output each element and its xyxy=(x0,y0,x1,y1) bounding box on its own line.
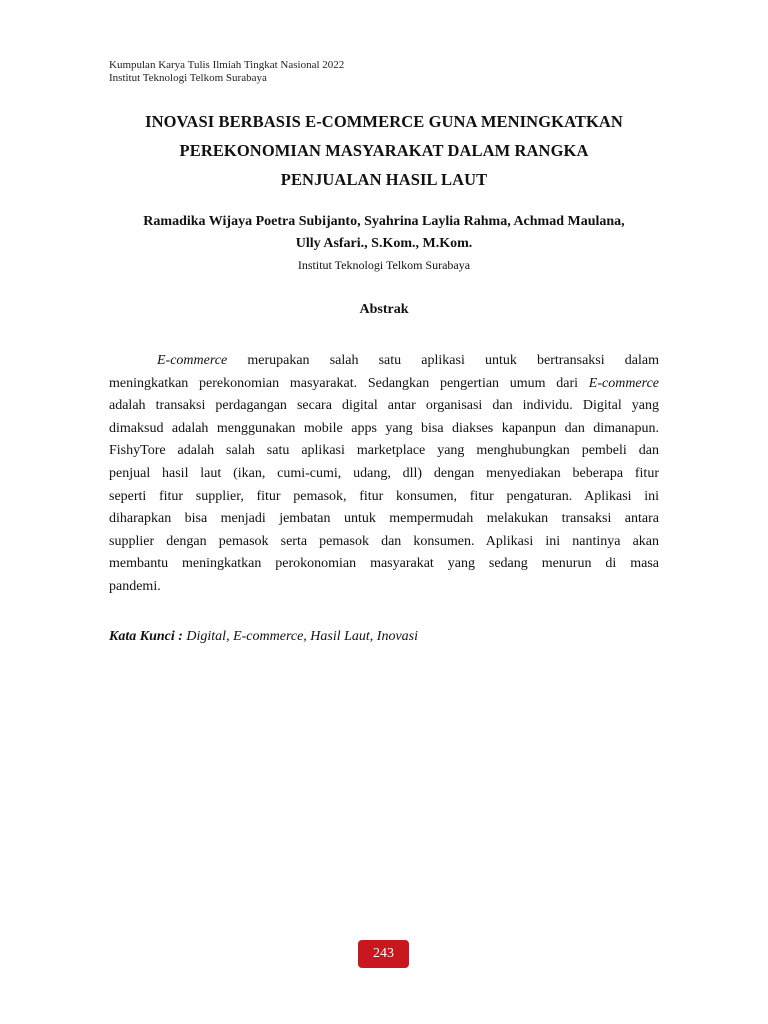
abstract-line: adalah transaksi perdagangan secara digital antar organisasi dan individu. Digital yang xyxy=(109,398,659,414)
abstract-line: dimaksud adalah menggunakan mobile apps yang bisa diakses kapanpun dan dimanapun. xyxy=(109,420,659,436)
running-header-conference: Kumpulan Karya Tulis Ilmiah Tingkat Nasional 2022 xyxy=(109,59,345,71)
affiliation: Institut Teknologi Telkom Surabaya xyxy=(297,258,471,272)
paper-title-line-1: INOVASI BERBASIS E-COMMERCE GUNA MENINGKATKAN xyxy=(145,112,623,131)
abstract-body xyxy=(109,350,659,599)
paper-title xyxy=(100,107,668,194)
running-header-institution: Institut Teknologi Telkom Surabaya xyxy=(109,72,267,84)
abstract-line: supplier dengan pemasok serta pemasok dan konsumen. Aplikasi ini nantinya akan xyxy=(109,533,659,549)
author-list-line-2: Ully Asfari., S.Kom., M.Kom. xyxy=(295,236,473,251)
abstract-term-ecommerce: E-commerce xyxy=(588,375,659,391)
keywords xyxy=(109,628,418,646)
author-list-line-1: Ramadika Wijaya Poetra Subijanto, Syahrina Laylia Rahma, Achmad Maulana, xyxy=(143,214,625,229)
abstract-line-text: merupakan salah satu aplikasi untuk bertransaksi dalam xyxy=(227,353,659,368)
running-header xyxy=(109,59,344,85)
paper-title-line-3: PENJUALAN HASIL LAUT xyxy=(280,170,488,189)
abstract-line xyxy=(109,350,659,373)
abstract-line xyxy=(109,373,659,396)
page-number-badge: 243 xyxy=(358,940,409,968)
abstract-term-ecommerce: E-commerce xyxy=(157,353,228,368)
abstract-line: membantu meningkatkan perokonomian masyarakat yang sedang menurun di masa xyxy=(109,556,659,572)
author-list xyxy=(100,211,668,255)
keywords-label: Kata Kunci : xyxy=(109,629,183,644)
abstract-line: seperti fitur supplier, fitur pemasok, fitur konsumen, fitur pengaturan. Aplikasi ini xyxy=(109,488,659,504)
abstract-line: penjual hasil laut (ikan, cumi-cumi, udang, dll) dengan menyediakan beberapa fitur xyxy=(109,465,659,481)
paper-title-line-2: PEREKONOMIAN MASYARAKAT DALAM RANGKA xyxy=(179,141,589,160)
abstract-line: FishyTore adalah salah satu aplikasi marketplace yang menghubungkan pembeli dan xyxy=(109,443,659,459)
abstract-line-text: meningkatkan perekonomian masyarakat. Sedangkan pengertian umum dari xyxy=(109,375,589,391)
abstract-line: pandemi. xyxy=(109,578,161,594)
abstract-line: diharapkan bisa menjadi jembatan untuk mempermudah melakukan transaksi antara xyxy=(109,511,659,527)
keywords-value: Digital, E-commerce, Hasil Laut, Inovasi xyxy=(182,629,419,644)
abstract-heading: Abstrak xyxy=(359,302,409,317)
